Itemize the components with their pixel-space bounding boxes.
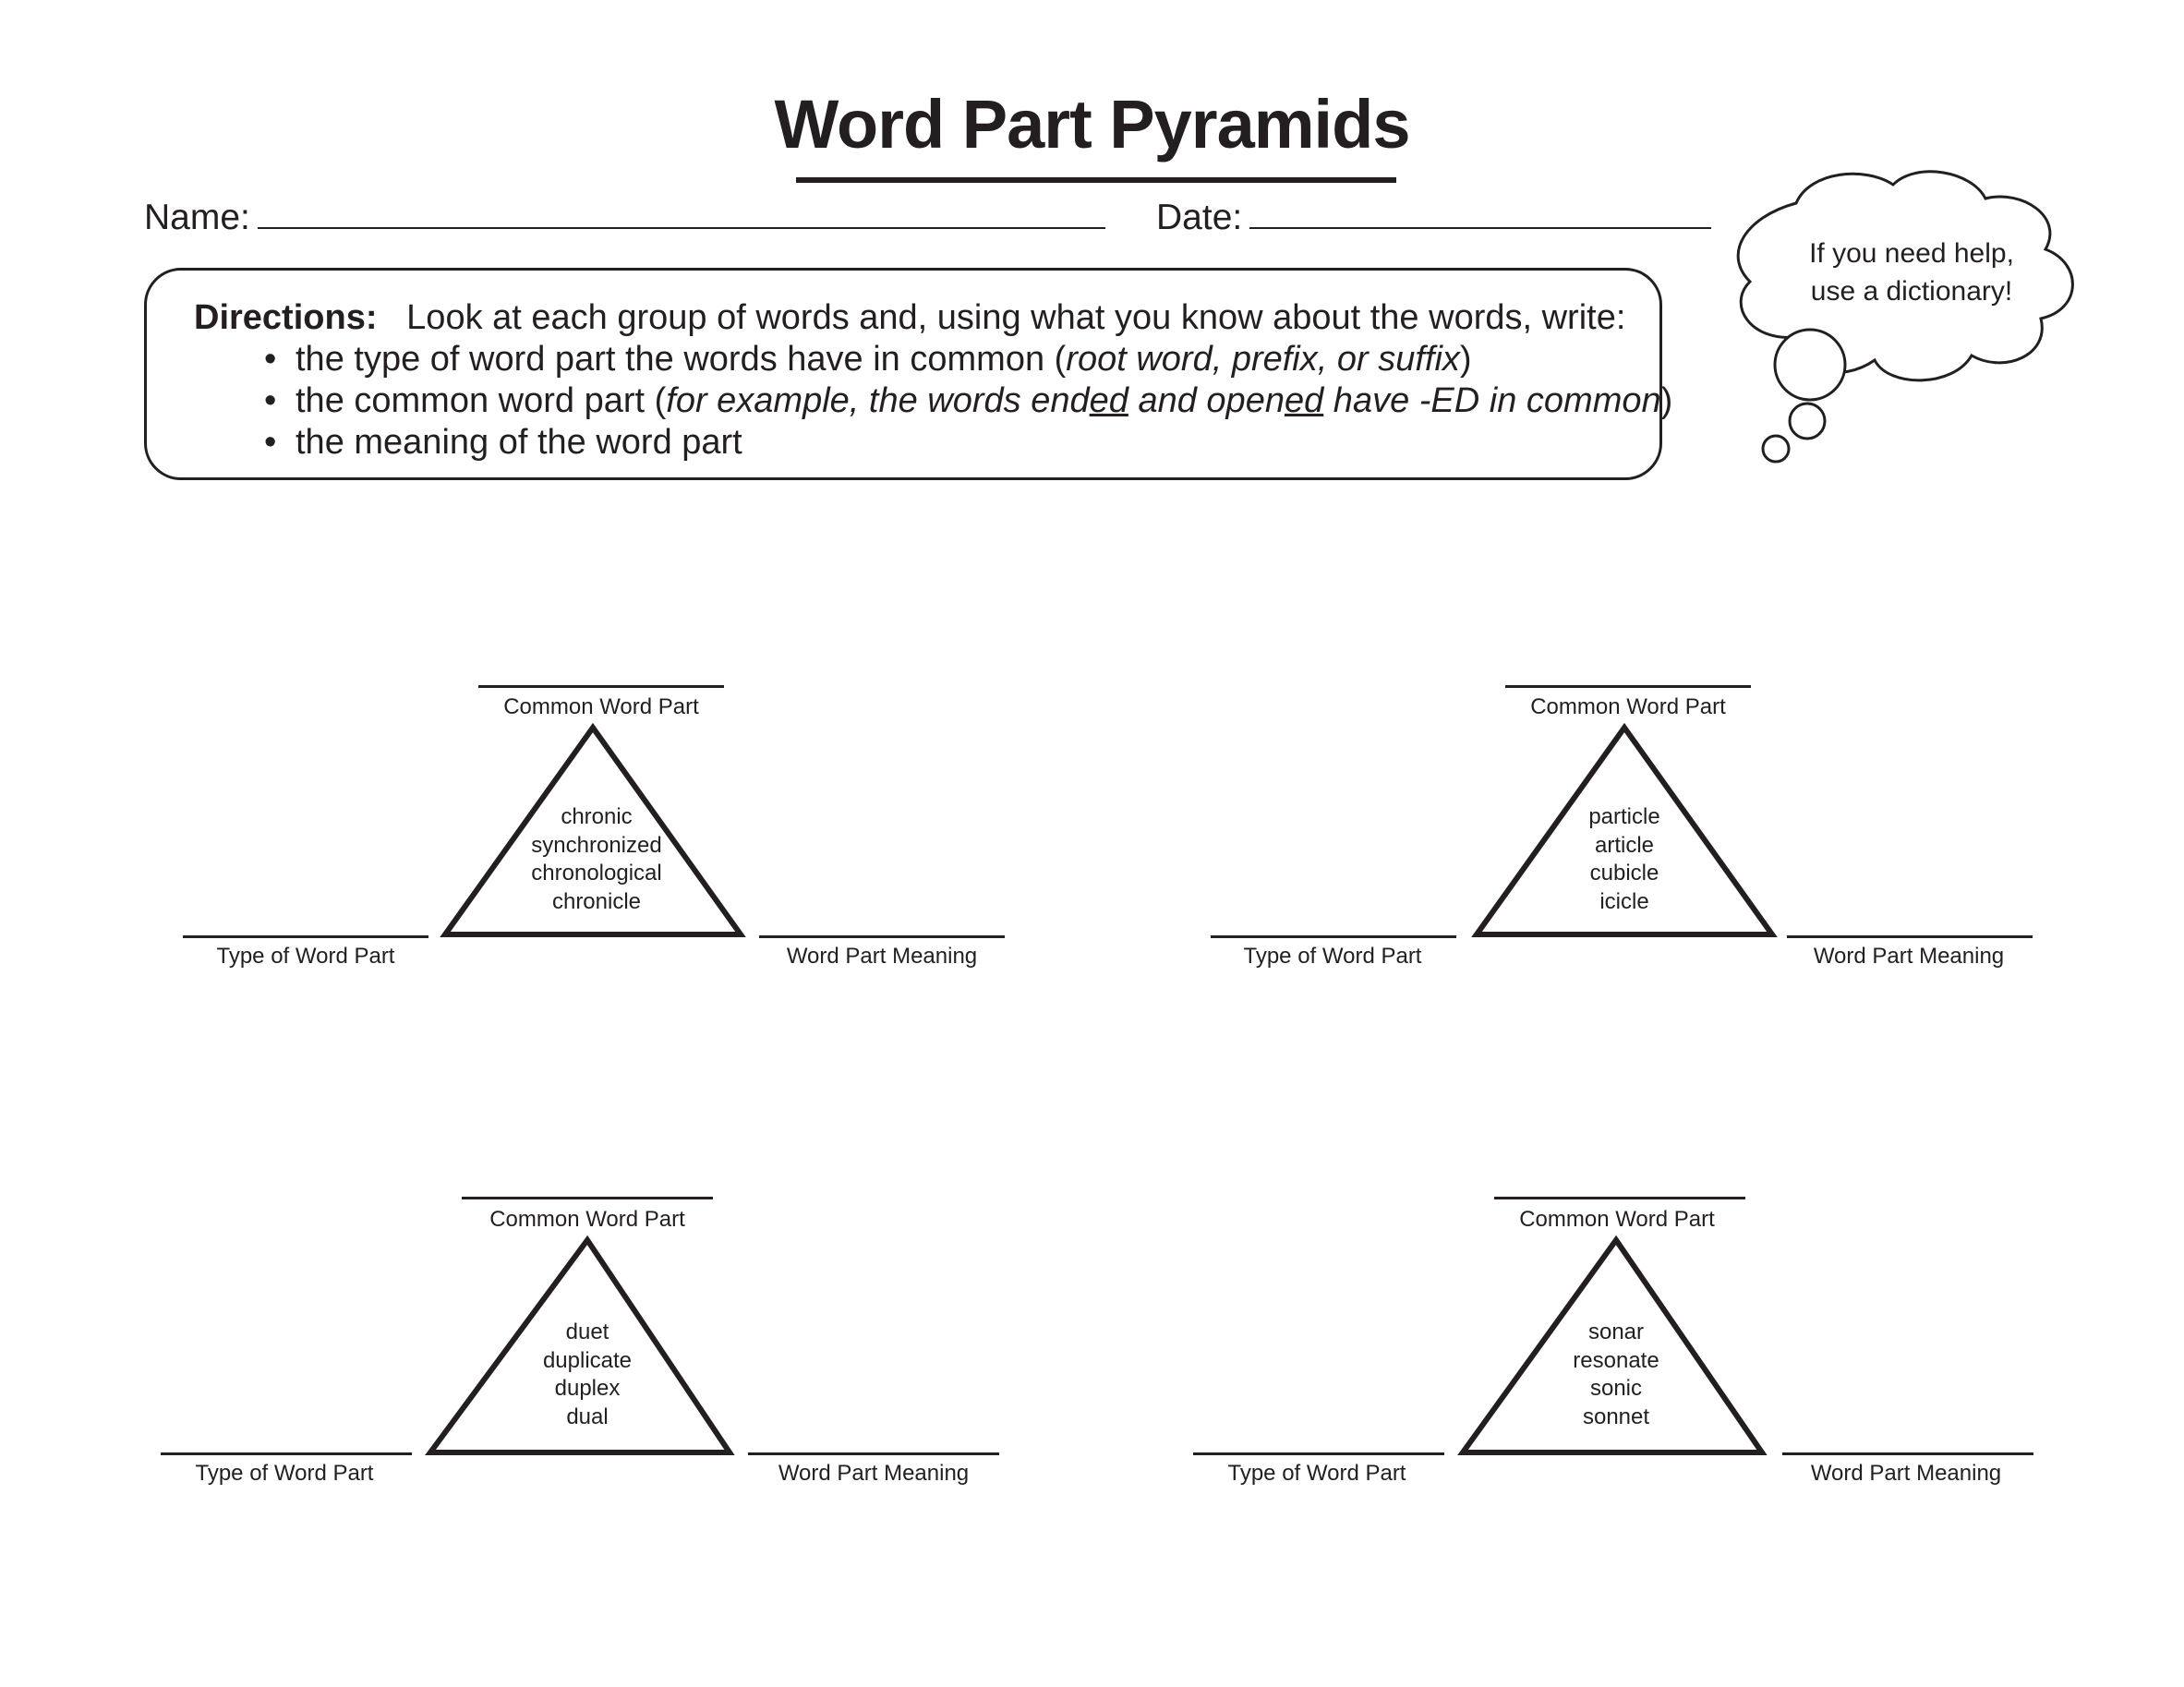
word-list: [486, 803, 707, 916]
word-part-meaning-blank[interactable]: [1782, 1452, 2033, 1455]
directions-item-2: • the common word part (for example, the words ended and opened have -ED in common): [296, 380, 1672, 422]
word: dual: [566, 1404, 609, 1429]
word-part-meaning-blank[interactable]: [748, 1452, 999, 1455]
cloud-note: [1768, 235, 2055, 310]
word-part-meaning-label: Word Part Meaning: [1810, 1461, 2002, 1486]
directions-item-1: • the type of word part the words have in common (root word, prefix, or suffix): [296, 339, 1672, 380]
date-blank[interactable]: [1249, 196, 1711, 229]
page-title: Word Part Pyramids: [774, 86, 1410, 163]
word-list: [1505, 1319, 1727, 1431]
thought-cloud-icon: [1727, 166, 2096, 471]
directions-text: [194, 297, 1672, 464]
common-word-part-blank[interactable]: [462, 1197, 713, 1199]
word-part-meaning-blank[interactable]: [759, 935, 1005, 938]
word: particle: [1588, 804, 1660, 829]
type-of-word-part-blank[interactable]: [1193, 1452, 1444, 1455]
word: sonnet: [1582, 1404, 1650, 1429]
type-of-word-part-label: Type of Word Part: [216, 944, 395, 969]
directions-heading: Directions:: [194, 298, 378, 337]
word: chronicle: [551, 888, 642, 914]
word: cubicle: [1589, 861, 1659, 886]
common-word-part-label: Common Word Part: [489, 1207, 685, 1232]
date-label: Date:: [1156, 198, 1243, 237]
word: duet: [565, 1319, 609, 1344]
word: chronological: [531, 861, 662, 886]
common-word-part-blank[interactable]: [478, 685, 724, 688]
directions-item-3: • the meaning of the word part: [296, 422, 1672, 464]
type-of-word-part-blank[interactable]: [183, 935, 428, 938]
common-word-part-label: Common Word Part: [1530, 694, 1726, 719]
date-field: [1156, 196, 1711, 238]
word: article: [1594, 832, 1655, 858]
word: duplex: [554, 1376, 621, 1401]
word-list: [477, 1319, 698, 1431]
word: duplicate: [542, 1347, 633, 1373]
type-of-word-part-label: Type of Word Part: [1227, 1461, 1406, 1486]
word-part-meaning-blank[interactable]: [1787, 935, 2033, 938]
common-word-part-label: Common Word Part: [503, 694, 699, 719]
word-part-meaning-label: Word Part Meaning: [1813, 944, 2005, 969]
word: resonate: [1573, 1347, 1659, 1373]
cloud-line-1: If you need help,: [1809, 238, 2014, 269]
title-underline: [796, 177, 1396, 183]
directions-intro: Look at each group of words and, using what you know about the words, write:: [406, 298, 1626, 337]
word: chronic: [561, 804, 633, 829]
type-of-word-part-blank[interactable]: [161, 1452, 412, 1455]
word: synchronized: [531, 832, 662, 858]
common-word-part-label: Common Word Part: [1519, 1207, 1715, 1232]
word-part-meaning-label: Word Part Meaning: [786, 944, 978, 969]
name-field: [144, 196, 1105, 238]
common-word-part-blank[interactable]: [1505, 685, 1751, 688]
word-list: [1514, 803, 1735, 916]
type-of-word-part-label: Type of Word Part: [195, 1461, 374, 1486]
word: sonic: [1589, 1376, 1643, 1401]
word: sonar: [1587, 1319, 1645, 1344]
name-blank[interactable]: [258, 196, 1105, 229]
name-label: Name:: [144, 198, 250, 237]
type-of-word-part-label: Type of Word Part: [1243, 944, 1422, 969]
word-part-meaning-label: Word Part Meaning: [778, 1461, 970, 1486]
directions-list: [194, 339, 1672, 464]
common-word-part-blank[interactable]: [1494, 1197, 1745, 1199]
type-of-word-part-blank[interactable]: [1211, 935, 1456, 938]
word: icicle: [1599, 888, 1649, 914]
cloud-line-2: use a dictionary!: [1810, 276, 2013, 307]
